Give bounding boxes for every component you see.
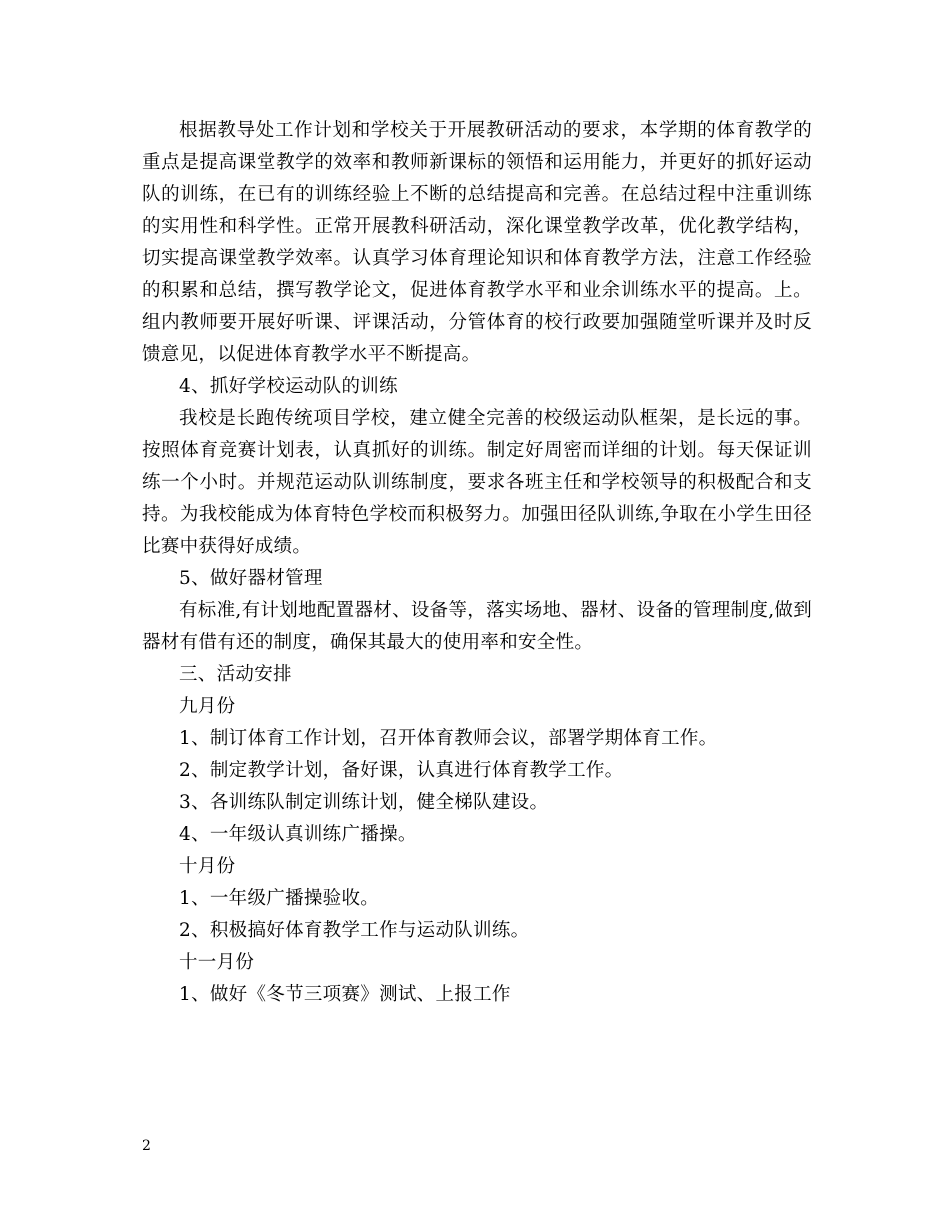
list-item: 1、一年级广播操验收。	[179, 888, 380, 909]
list-item: 4、一年级认真训练广播操。	[179, 824, 417, 845]
month-october: 十月份	[179, 856, 236, 877]
paragraph-equipment: 有标准,有计划地配置器材、设备等，落实场地、器材、设备的管理制度,做到器材有借有还的制度，确保其最大的使用率和安全性。	[142, 600, 812, 653]
month-november: 十一月份	[179, 952, 255, 973]
list-item: 2、积极搞好体育教学工作与运动队训练。	[179, 920, 530, 941]
paragraph-sports-team: 我校是长跑传统项目学校，建立健全完善的校级运动队框架，是长远的事。按照体育竞赛计划表，认真抓好的训练。制定好周密而详细的计划。每天保证训练一个小时。并规范运动队训练制度，要求各班主任和学校领导的积极配合和支持。为我校能成为体育特色学校而积极努力。加强田径队训练,争取在小学生田径比赛中获得好成绩。	[142, 408, 812, 557]
heading-equipment-management: 5、做好器材管理	[179, 568, 323, 589]
list-item: 2、制定教学计划，备好课，认真进行体育教学工作。	[179, 760, 624, 781]
list-item: 3、各训练队制定训练计划，健全梯队建设。	[179, 792, 549, 813]
list-item: 1、做好《冬节三项赛》测试、上报工作	[179, 984, 511, 1005]
heading-activity-schedule: 三、活动安排	[179, 664, 292, 685]
document-body	[142, 115, 812, 1011]
month-september: 九月份	[179, 696, 236, 717]
list-item: 1、制订体育工作计划，召开体育教师会议，部署学期体育工作。	[179, 728, 718, 749]
page-number: 2	[142, 1138, 151, 1154]
paragraph-teaching-research: 根据教导处工作计划和学校关于开展教研活动的要求，本学期的体育教学的重点是提高课堂教学的效率和教师新课标的领悟和运用能力，并更好的抓好运动队的训练，在已有的训练经验上不断的总结提高和完善。在总结过程中注重训练的实用性和科学性。正常开展教科研活动，深化课堂教学改革，优化教学结构，切实提高课堂教学效率。认真学习体育理论知识和体育教学方法，注意工作经验的积累和总结，撰写教学论文，促进体育教学水平和业余训练水平的提高。上。组内教师要开展好听课、评课活动，分管体育的校行政要加强随堂听课并及时反馈意见，以促进体育教学水平不断提高。	[142, 120, 812, 365]
heading-sports-team-training: 4、抓好学校运动队的训练	[179, 376, 398, 397]
